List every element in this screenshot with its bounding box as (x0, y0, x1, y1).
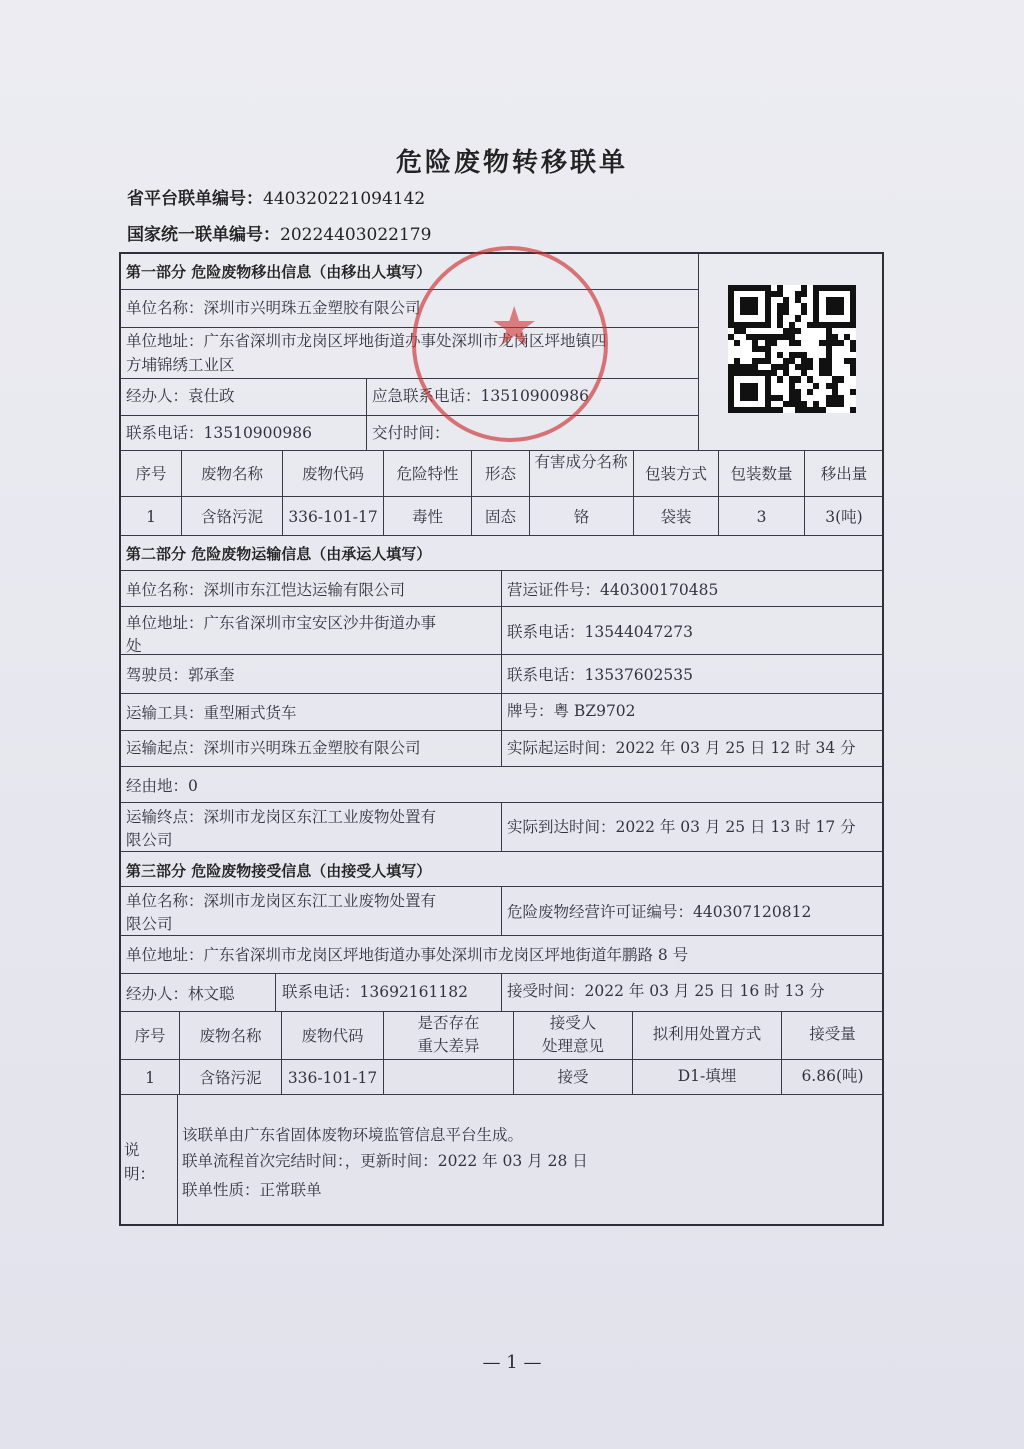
part1-delivery-time: 交付时间： (372, 424, 450, 442)
part1-handler: 经办人：袁仕政 (126, 387, 235, 405)
province-number-line: 省平台联单编号：440320221094142 (127, 189, 426, 209)
part2-vehicle: 运输工具：重型厢式货车 (126, 704, 297, 722)
p3-th-opinion-1: 接受人 (549, 1014, 597, 1032)
p3-td-code: 336-101-17 (287, 1069, 378, 1087)
part3-unit-name: 单位名称：深圳市龙岗区东江工业废物处置有 (126, 892, 437, 910)
part2-driver: 驾驶员：郭承奎 (126, 666, 235, 684)
p3-th-name: 废物名称 (199, 1027, 262, 1045)
p1-th-component: 有害成分名称 (534, 453, 628, 471)
part2-heading: 第二部分 危险废物运输信息（由承运人填写） (126, 545, 432, 563)
part2-arrive-time: 实际到达时间：2022 年 03 月 25 日 13 时 17 分 (507, 818, 856, 836)
part3-unit-address: 单位地址：广东省深圳市龙岗区坪地街道办事处深圳市龙岗区坪地街道年鹏路 8 号 (126, 946, 689, 964)
part2-unit-name: 单位名称：深圳市东江恺达运输有限公司 (126, 581, 406, 599)
p1-td-package: 袋装 (660, 508, 692, 526)
part1-unit-name: 单位名称：深圳市兴明珠五金塑胶有限公司 (126, 299, 421, 317)
notes-label-1: 说 (124, 1141, 140, 1159)
part1-unit-address: 单位地址：广东省深圳市龙岗区坪地街道办事处深圳市龙岗区坪地镇四 (126, 332, 607, 350)
part2-unit-address-cont: 处 (126, 637, 142, 655)
p1-td-form: 固态 (484, 508, 516, 526)
part2-depart-time: 实际起运时间：2022 年 03 月 25 日 12 时 34 分 (507, 739, 856, 757)
p3-th-diff-2: 重大差异 (417, 1037, 480, 1055)
national-number-line: 国家统一联单编号：20224403022179 (127, 225, 432, 245)
part2-phone2: 联系电话：13537602535 (507, 666, 693, 684)
notes-line-3: 联单性质：正常联单 (182, 1181, 322, 1199)
part2-plate: 牌号：粤 BZ9702 (507, 702, 636, 720)
part3-handler: 经办人：林文聪 (126, 985, 235, 1003)
p1-th-name: 废物名称 (200, 465, 263, 483)
p1-th-package: 包装方式 (644, 465, 707, 483)
part1-phone: 联系电话：13510900986 (126, 424, 312, 442)
p3-td-method: D1-填埋 (677, 1067, 737, 1085)
p3-td-opinion: 接受 (557, 1068, 589, 1086)
p1-th-hazard: 危险特性 (396, 465, 459, 483)
p1-th-amount: 移出量 (820, 465, 868, 483)
part3-phone: 联系电话：13692161182 (282, 983, 468, 1001)
document-title: 危险废物转移联单 (395, 148, 628, 178)
p1-th-form: 形态 (484, 465, 516, 483)
part2-license: 营运证件号：440300170485 (507, 581, 719, 599)
notes-label-2: 明： (124, 1165, 156, 1183)
part3-unit-name-cont: 限公司 (126, 915, 173, 933)
p1-th-pack-count: 包装数量 (730, 465, 793, 483)
part2-unit-address: 单位地址：广东省深圳市宝安区沙井街道办事 (126, 614, 437, 632)
part2-destination-cont: 限公司 (126, 831, 173, 849)
part3-heading: 第三部分 危险废物接受信息（由接受人填写） (126, 862, 432, 880)
notes-line-1: 该联单由广东省固体废物环境监管信息平台生成。 (182, 1126, 524, 1144)
part3-receive-time: 接受时间：2022 年 03 月 25 日 16 时 13 分 (507, 982, 825, 1000)
national-number: 20224403022179 (280, 225, 432, 245)
part2-phone1: 联系电话：13544047273 (507, 623, 693, 641)
p1-td-name: 含铬污泥 (200, 508, 263, 526)
p3-th-diff-1: 是否存在 (417, 1014, 480, 1032)
p3-td-amount: 6.86(吨) (801, 1067, 864, 1085)
part2-via: 经由地：0 (126, 777, 198, 795)
p3-th-seq: 序号 (134, 1027, 166, 1045)
p1-th-code: 废物代码 (301, 465, 364, 483)
province-number: 440320221094142 (263, 189, 426, 209)
part1-unit-address-cont: 方埔锦绣工业区 (126, 356, 235, 374)
p3-th-code: 废物代码 (301, 1027, 364, 1045)
p3-td-seq: 1 (145, 1069, 155, 1087)
p1-td-code: 336-101-17 (288, 508, 378, 526)
p1-td-pack-count: 3 (756, 508, 767, 526)
p1-td-seq: 1 (146, 508, 156, 526)
p3-th-amount: 接受量 (809, 1025, 856, 1043)
part1-emergency-phone: 应急联系电话：13510900986 (372, 387, 589, 405)
p1-th-seq: 序号 (135, 465, 167, 483)
part2-origin: 运输起点：深圳市兴明珠五金塑胶有限公司 (126, 739, 421, 757)
p1-td-amount: 3(吨) (825, 508, 863, 526)
part1-heading: 第一部分 危险废物移出信息（由移出人填写） (126, 263, 432, 281)
p3-th-method: 拟利用处置方式 (652, 1025, 762, 1043)
page-number: — 1 — (482, 1352, 542, 1373)
qr-code (728, 285, 856, 413)
part3-permit: 危险废物经营许可证编号：440307120812 (507, 903, 812, 921)
p1-td-component: 铬 (573, 508, 590, 526)
notes-line-2: 联单流程首次完结时间：，更新时间：2022 年 03 月 28 日 (182, 1152, 588, 1170)
p1-td-hazard: 毒性 (411, 508, 443, 526)
p3-td-name: 含铬污泥 (199, 1069, 262, 1087)
p3-th-opinion-2: 处理意见 (541, 1037, 604, 1055)
seal-star-icon: ★ (490, 295, 539, 358)
part2-destination: 运输终点：深圳市龙岗区东江工业废物处置有 (126, 808, 437, 826)
